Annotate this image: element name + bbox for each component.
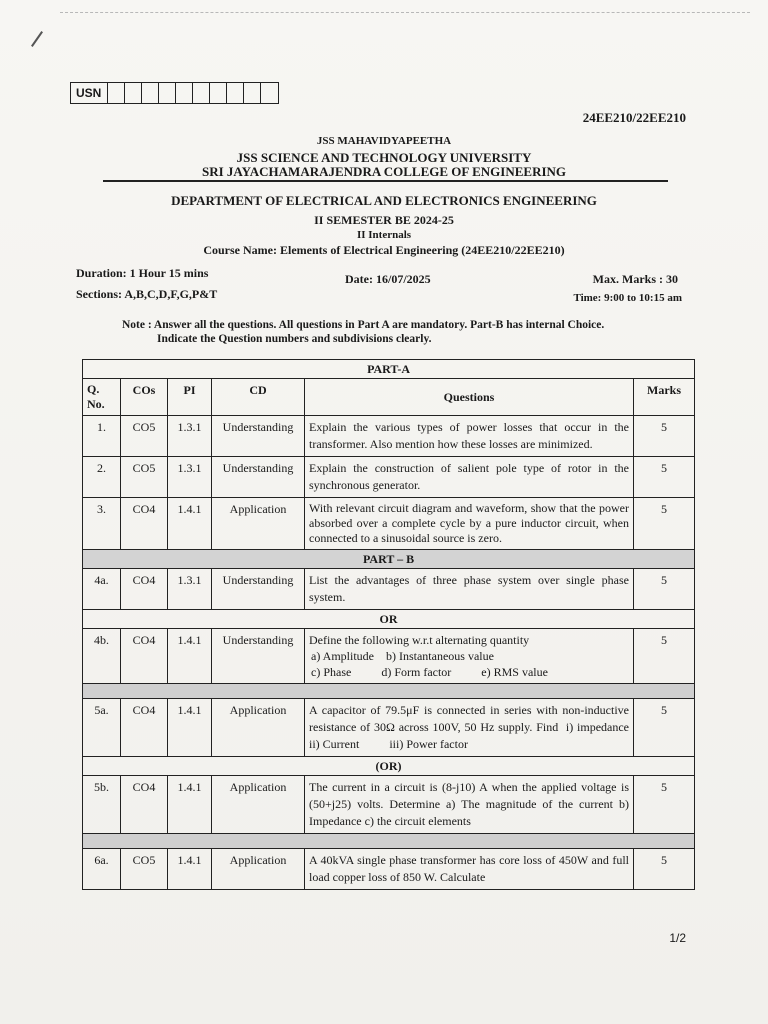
note-line-1: Note : Answer all the questions. All questions in Part A are mandatory. Part-B has internal Choice. [122,319,605,331]
table-row [83,569,695,610]
q-cd: Understanding [212,457,305,498]
usn-digit-box [210,83,227,103]
usn-digit-box [142,83,159,103]
table-row [83,776,695,834]
q-marks: 5 [634,457,695,498]
q-marks: 5 [634,498,695,550]
q-number: 3. [83,498,121,550]
q-text: A 40kVA single phase transformer has core loss of 450W and full load copper loss of 850 W. Calculate [305,849,634,890]
q-co: CO5 [121,416,168,457]
col-qno: Q. No. [83,379,121,416]
col-cd: CD [212,379,305,416]
sections: Sections: A,B,C,D,F,G,P&T [76,287,218,301]
q-co: CO4 [121,776,168,834]
q-number: 6a. [83,849,121,890]
university-name: JSS SCIENCE AND TECHNOLOGY UNIVERSITY [236,150,532,165]
q-cd: Understanding [212,629,305,684]
q-text: Define the following w.r.t alternating quantity [309,633,530,647]
usn-digit-box [244,83,261,103]
col-questions: Questions [305,379,634,416]
usn-label: USN [71,83,108,103]
or-row [83,610,695,629]
q-cd: Application [212,776,305,834]
course-name: Course Name: Elements of Electrical Engineering (24EE210/22EE210) [203,243,565,257]
or-label: OR [83,610,695,629]
q-subparts-1: a) Amplitude b) Instantaneous value [311,649,494,663]
q-cd: Understanding [212,416,305,457]
usn-digit-box [159,83,176,103]
q-co: CO4 [121,629,168,684]
duration: Duration: 1 Hour 15 mins [76,266,209,280]
q-marks: 5 [634,776,695,834]
q-number: 5a. [83,699,121,757]
usn-digit-box [193,83,210,103]
part-b-heading: PART – B [83,550,695,569]
q-marks: 5 [634,699,695,757]
page-edge-line [60,12,750,14]
q-cd: Application [212,849,305,890]
q-cd: Application [212,498,305,550]
q-marks: 5 [634,849,695,890]
q-text: With relevant circuit diagram and waveform, show that the power absorbed over a complete cycle by a pure inductor circuit, when connected to a sinusoidal source is zero. [305,498,634,550]
part-a-heading: PART-A [83,360,695,379]
q-co: CO4 [121,699,168,757]
or-row [83,757,695,776]
q-text: Explain the various types of power losses that occur in the transformer. Also mention how these losses are minimized. [305,416,634,457]
table-row [83,629,695,684]
q-text: List the advantages of three phase system over single phase system. [305,569,634,610]
exam-date: Date: 16/07/2025 [345,272,431,286]
table-header-row [83,379,695,416]
q-marks: 5 [634,416,695,457]
q-pi: 1.4.1 [168,699,212,757]
separator-cell [83,834,695,849]
exam-time: Time: 9:00 to 10:15 am [573,292,682,304]
instructions-note [122,318,662,346]
usn-box-strip [70,82,279,104]
usn-digit-box [176,83,193,103]
table-row [83,457,695,498]
table-row [83,416,695,457]
q-pi: 1.3.1 [168,569,212,610]
separator-cell [83,684,695,699]
q-pi: 1.4.1 [168,776,212,834]
q-number: 4a. [83,569,121,610]
usn-digit-box [108,83,125,103]
q-cd: Application [212,699,305,757]
question-table [82,359,695,890]
q-number: 4b. [83,629,121,684]
q-number: 5b. [83,776,121,834]
q-pi: 1.4.1 [168,629,212,684]
q-pi: 1.3.1 [168,457,212,498]
usn-digit-box [261,83,278,103]
col-cos: COs [121,379,168,416]
part-b-row [83,550,695,569]
q-pi: 1.4.1 [168,849,212,890]
table-row [83,498,695,550]
usn-digit-box [227,83,244,103]
q-pi: 1.3.1 [168,416,212,457]
table-row [83,849,695,890]
note-line-2: Indicate the Question numbers and subdivisions clearly. [157,333,432,345]
q-co: CO4 [121,569,168,610]
q-co: CO5 [121,849,168,890]
q-cd: Understanding [212,569,305,610]
q-marks: 5 [634,569,695,610]
page-number: 1/2 [669,931,686,945]
max-marks: Max. Marks : 30 [592,272,678,286]
separator-row [83,684,695,699]
q-text-block [305,629,634,684]
q-number: 2. [83,457,121,498]
q-subparts-2: c) Phase d) Form factor e) RMS value [311,665,548,679]
table-row [83,699,695,757]
college-name: SRI JAYACHAMARAJENDRA COLLEGE OF ENGINEERING [201,164,567,179]
header-rule [103,180,668,182]
q-text: A capacitor of 79.5μF is connected in series with non-inductive resistance of 30Ω across 100V, 50 Hz supply. Find i) impedance ii) Current iii) Power factor [305,699,634,757]
q-text: Explain the construction of salient pole type of rotor in the synchronous generator. [305,457,634,498]
usn-digit-box [125,83,142,103]
course-code: 24EE210/22EE210 [582,110,686,125]
q-co: CO4 [121,498,168,550]
col-marks: Marks [634,379,695,416]
semester: II SEMESTER BE 2024-25 [314,213,454,227]
pen-mark [31,31,43,47]
department-name: DEPARTMENT OF ELECTRICAL AND ELECTRONICS ENGINEERING [171,193,597,208]
or-label: (OR) [83,757,695,776]
exam-name: II Internals [356,229,412,241]
q-number: 1. [83,416,121,457]
col-pi: PI [168,379,212,416]
parent-org: JSS MAHAVIDYAPEETHA [316,135,452,147]
part-a-row [83,360,695,379]
q-co: CO5 [121,457,168,498]
q-text: The current in a circuit is (8-j10) A when the applied voltage is (50+j25) volts. Determine a) The magnitude of the current b) Impedance c) the circuit elements [305,776,634,834]
q-pi: 1.4.1 [168,498,212,550]
separator-row [83,834,695,849]
q-marks: 5 [634,629,695,684]
